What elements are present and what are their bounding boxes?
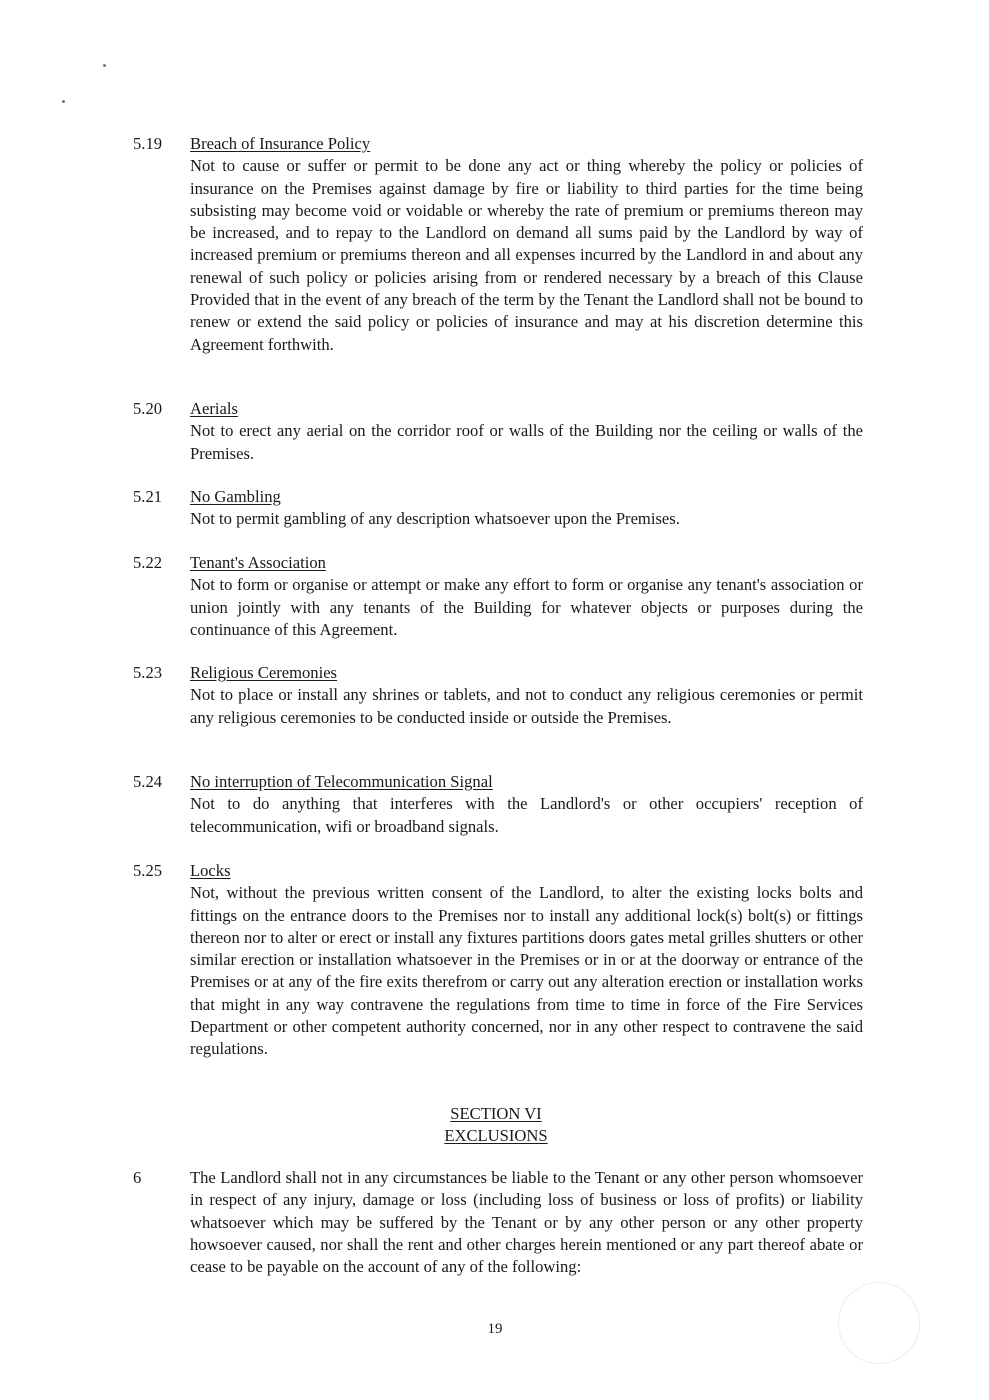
clause-number: 5.19 (133, 134, 163, 153)
clause-number: 5.21 (133, 487, 163, 506)
clause-heading: Aerials (190, 399, 238, 418)
scan-speck (103, 64, 106, 67)
clause-text: Not to cause or suffer or permit to be done any act or thing whereby the policy or policies of insurance on the Premises against damage by fire or liability to third parties for the time being subsisting may become void or voidable or whereby the rate of premium or premiums thereon may be increased, and to repay to the Landlord on demand all sums paid by the Landlord by way of increased premium or premiums thereon and all expenses incurred by the Landlord in and about any renewal of such policy or policies arising from or rendered necessary by a breach of this Clause Provided that in the event of any breach of the term by the Tenant the Landlord shall not be bound to renew or extend the said policy or policies of insurance and may at his discretion determine this Agreement forthwith. (190, 156, 863, 354)
clause-6 (133, 1167, 863, 1278)
clause-5-19 (133, 133, 863, 356)
clause-number: 6 (133, 1168, 142, 1187)
clause-text: Not to form or organise or attempt or make any effort to form or organise any tenant's association or union jointly with any tenants of the Building for whatever objects or purposes during the continuance of this Agreement. (190, 575, 863, 639)
clause-5-20 (133, 398, 863, 465)
clause-heading: No Gambling (190, 487, 281, 506)
clause-number: 5.23 (133, 663, 163, 682)
section-subtitle: EXCLUSIONS (444, 1126, 548, 1146)
clause-text: Not to place or install any shrines or tablets, and not to conduct any religious ceremonies or permit any religious ceremonies to be conducted inside or outside the Premises. (190, 685, 863, 727)
clause-5-25 (133, 860, 863, 1061)
clause-heading: No interruption of Telecommunication Signal (190, 772, 493, 791)
section-heading (396, 1103, 596, 1148)
clause-5-23 (133, 662, 863, 729)
scan-speck (62, 100, 65, 103)
clause-number: 5.20 (133, 399, 163, 418)
clause-number: 5.24 (133, 772, 163, 791)
clause-text: Not, without the previous written consent of the Landlord, to alter the existing locks bolts and fittings on the entrance doors to the Premises nor to install any additional lock(s) bolt(s) or fittings thereon nor to alter or erect or install any fixtures partitions doors gates metal grilles shutters or other similar erection or installation whatsoever in the Premises or in or at the doorway or entrance of the Premises or at any of the fire exits therefrom or carry out any alteration erection or installation works that might in any way contravene the regulations from time to time in force of the Fire Services Department or other competent authority concerned, nor in any other respect to contravene the said regulations. (190, 883, 863, 1059)
clause-text: Not to do anything that interferes with the Landlord's or other occupiers' reception of telecommunication, wifi or broadband signals. (190, 794, 863, 836)
clause-text: Not to permit gambling of any description whatsoever upon the Premises. (190, 509, 680, 529)
clause-number: 5.22 (133, 553, 163, 572)
clause-heading: Religious Ceremonies (190, 663, 338, 682)
section-title: SECTION VI (450, 1104, 542, 1123)
faint-seal-stamp (838, 1282, 920, 1364)
clause-text: Not to erect any aerial on the corridor roof or walls of the Building nor the ceiling or walls of the Premises. (190, 421, 863, 463)
clause-5-24 (133, 771, 863, 838)
clause-heading: Breach of Insurance Policy (190, 134, 371, 153)
clause-text: The Landlord shall not in any circumstances be liable to the Tenant or any other person whomsoever in respect of any injury, damage or loss (including loss of business or loss of profits) or liability whatsoever which may be suffered by the Tenant or by any other person or any other property howsoever caused, nor shall the rent and other charges herein mentioned or any part thereof abate or cease to be payable on the account of any of the following: (190, 1168, 863, 1277)
page-number: 19 (487, 1321, 503, 1337)
clause-5-22 (133, 552, 863, 641)
clause-heading: Tenant's Association (190, 553, 326, 572)
clause-number: 5.25 (133, 861, 163, 880)
clause-5-21 (133, 486, 863, 531)
clause-heading: Locks (190, 861, 231, 880)
